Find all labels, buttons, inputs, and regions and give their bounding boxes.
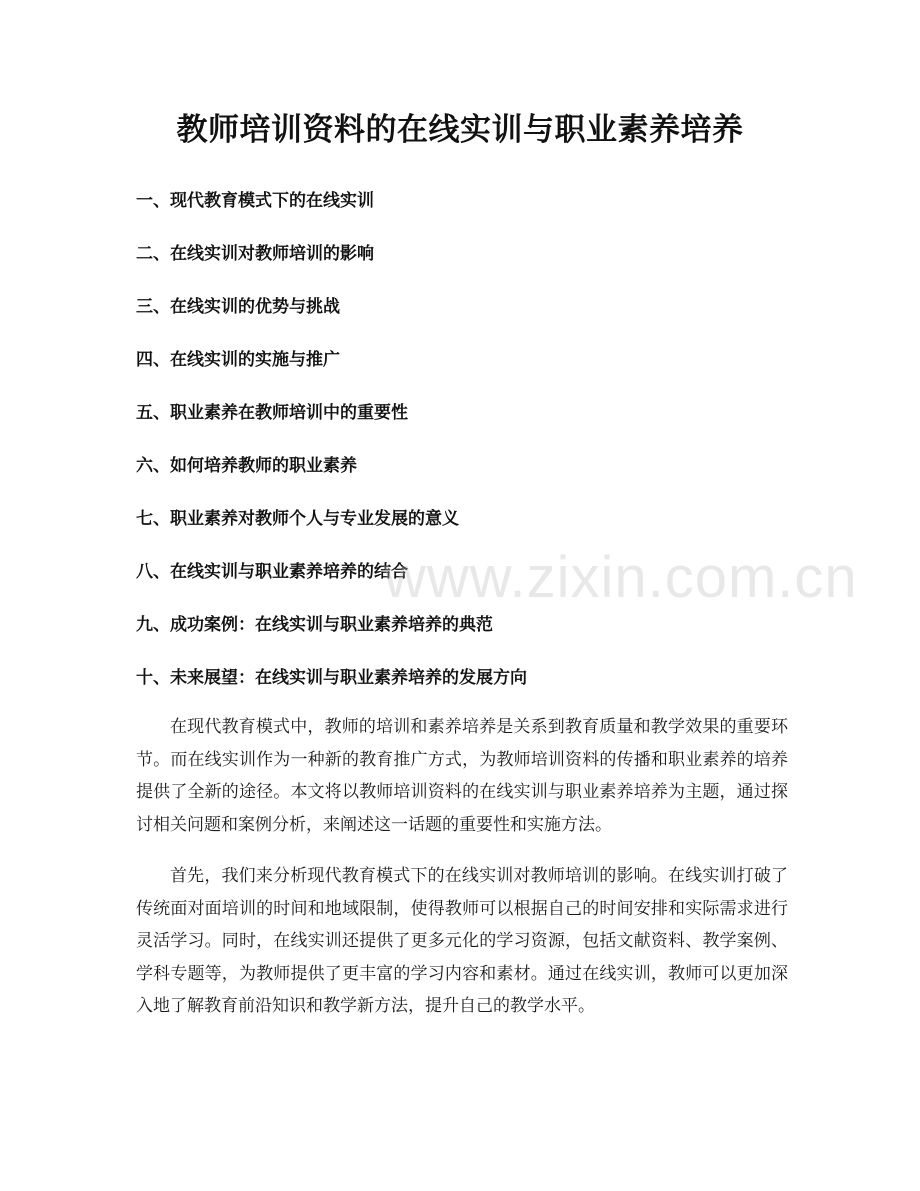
body-text <box>136 711 788 1042</box>
toc-item: 四、在线实训的实施与推广 <box>136 350 340 370</box>
paragraph: 首先，我们来分析现代教育模式下的在线实训对教师培训的影响。在线实训打破了传统面对面培训的时间和地域限制，使得教师可以根据自己的时间安排和实际需求进行灵活学习。同时，在线实训还提供了更多元化的学习资源，包括文献资料、教学案例、学科专题等，为教师提供了更丰富的学习内容和素材。通过在线实训，教师可以更加深入地了解教育前沿知识和教学新方法，提升自己的教学水平。 <box>136 866 788 1016</box>
toc-item: 五、职业素养在教师培训中的重要性 <box>136 403 408 423</box>
toc-item: 八、在线实训与职业素养培养的结合 <box>136 562 408 582</box>
toc-item: 十、未来展望：在线实训与职业素养培养的发展方向 <box>136 668 527 688</box>
toc-item: 三、在线实训的优势与挑战 <box>136 297 340 317</box>
table-of-contents <box>136 186 527 716</box>
document-title: 教师培训资料的在线实训与职业素养培养 <box>176 112 744 148</box>
toc-item: 七、职业素养对教师个人与专业发展的意义 <box>136 509 459 529</box>
paragraph: 在现代教育模式中，教师的培训和素养培养是关系到教育质量和教学效果的重要环节。而在线实训作为一种新的教育推广方式，为教师培训资料的传播和职业素养的培养提供了全新的途径。本文将以教师培训资料的在线实训与职业素养培养为主题，通过探讨相关问题和案例分析，来阐述这一话题的重要性和实施方法。 <box>136 717 788 835</box>
toc-item: 九、成功案例：在线实训与职业素养培养的典范 <box>136 615 493 635</box>
toc-item: 一、现代教育模式下的在线实训 <box>136 191 374 211</box>
toc-item: 六、如何培养教师的职业素养 <box>136 456 357 476</box>
toc-item: 二、在线实训对教师培训的影响 <box>136 244 374 264</box>
watermark: www.zixin.com.cn <box>384 545 858 610</box>
